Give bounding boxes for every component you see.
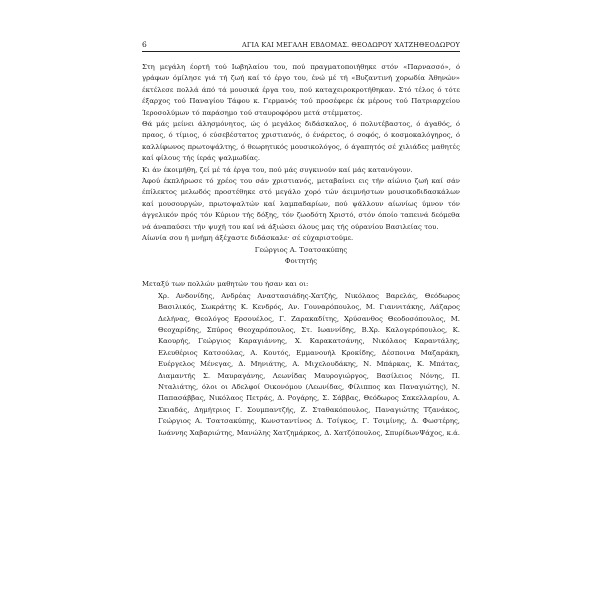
paragraph-jubilee: Στη μεγάλη έορτή τού Ιωβηλαίου του, πού πραγματοποιήθηκε στόν «Παρνασσό», ό γράφων όμίλησε γιά τή ζωή καί τό έργο του, ένώ μέ τή «Βυζαντινή χορωδία Άθηνών» έκτέλεσε πολλά άπό τά μουσικά έργα του, πού καταχειροκροτήθηκαν. Στό τέλος ό τότε έξαρχος τού Παναγίου Τάφου κ. Γερμανός τού προσέφερε έκ μέρους τού Πατριαρχείου Ίεροσολύμων τό παράσημο τού σταυροφόρου μετά στέμματος.	[142, 63, 460, 117]
signature-name: Γεώργιος Α. Τσατσακύπης	[254, 245, 348, 254]
students-intro: Μεταξύ των πολλών μαθητών του ήσαν και οι:	[142, 280, 309, 289]
running-title: ΑΓΙΑ ΚΑΙ ΜΕΓΑΛΗ ΕΒΔΟΜΑΣ. ΘΕΟΔΩΡΟΥ ΧΑΤΖΗΘΕΟΔΩΡΟΥ	[242, 41, 460, 49]
page-number: 6	[142, 40, 147, 49]
paragraph-farewell: Αίωνία σου ή μνήμη άξέχαστε διδάσκαλε· σέ εύχαριστούμε.	[142, 234, 354, 243]
paragraph-tribute: Θά μάς μείνει άλησμόνητος, ώς ό μεγάλος διδάσκαλος, ό πολυτέβαστος, ό άγαθός, ό πραος, ό τίμιος, ό εύσεβέστατος χριστιανός, ό ένάρετος, ό σοφός, ό κοσμοκαλόγηρος, ό καλλίφωνος πρωτοψάλτης, ό θεωρητικός μουσικολόγος, ό άγαπητός σέ χιλιάδες μαθητές καί φίλους τής ίεράς ψαλμωδίας.	[142, 120, 460, 163]
paragraph-eternal-life: Άφού έκπλήρωσε τό χρέος του σάν χριστιανός, μεταβαίνει εις τήν αίώνιο ζωή καί σάν έπίλεκτος μελωδός προστέθηκε στό μεγάλο χορό τών άειμνήστων μουσικοδιδασκάλων καί μουσουργών, πρωτοψαλτών καί λαμπαδαρίων, πού ψάλλουν αίωνίως ύμνον τόν άγγελικόν πρός τόν Κύριον τής δόξης, τόν ζωοδότη Χριστό, στόν όποίο ταπεινά δεόμεθα νά άναπαύσει τήν ψυχή του καί νά άξιώσει όλους μας τής ούρανίου Βασιλείας του.	[142, 177, 460, 231]
paragraph-legacy: Κι άν έκοιμήθη, ζεί μέ τά έργα του, πού μάς συγκινούν καί μάς κατανύγουν.	[142, 165, 413, 174]
running-header	[142, 40, 460, 52]
signature-title: Φοιτητής	[284, 256, 318, 265]
book-page	[142, 40, 460, 439]
students-list: Χρ. Ανδονίδης, Ανδρέας Αναστασιάδης-Χατζής, Νικόλαος Βαρελάς, Θεόδωρος Βασιλικός, Σωκράτης Κ. Κενδρός, Αν. Γουναρόπουλος, Μ. Γιαννιτάκης, Λάζαρος Δελήνας, Θεολόγος Ερσουέλος, Γ. Ζαρακαδίτης, Χρύσανθος Θεοδοσόπουλος, Μ. Θεοχαρίδης, Σπύρος Θεοχαρόπουλος, Στ. Ιωαννίδης, Β.Χρ. Καλογερόπουλος, Κ. Καουρής, Γεώργιος Καραγιάννης, Χ. Καρακατσάνης, Νικόλαος Καραντάλης, Ελευθέριος Κατσούλας, Α. Κουτός, Εμμανουήλ Κροκίδης, Δέσποινα Μαζαράκη, Ευέργελος Μένεγας, Δ. Μηνιάτης, Α. Μιχελουδάκης, Ν. Μπάρκας, Κ. Μπάτας, Διαμαντής Σ. Μαυραγάνης, Λεωνίδας Μαυρογιώργος, Βασίλειος Νόνης, Π. Νταλιάτης, όλοι οι Αδελφοί Οικονόμου (Λεωνίδας, Φίλιππος και Παναγιώτης), Ν. Παπασάββας, Νικόλαος Πετράς, Δ. Ρογάρης, Σ. Σάββας, Θεόδωρος Σακελλαρίου, Α. Σκιαδάς, Δημήτριος Γ. Σουμπαντζής, Ζ. Σταθακόπουλος, Παναγιώτης Τζανάκος, Γεώργιος Α. Τσατσακύπης, Κωνσταντίνος Δ. Τσίγκος, Γ. Τσιμίνης, Δ. Φωστέρης, Ιωάννης Χαβαριώτης, Μανώλης Χατζημάρκος, Δ. Χατζόπουλος, ΣπυρίδωνΨάχος, κ.ά.	[158, 291, 461, 437]
